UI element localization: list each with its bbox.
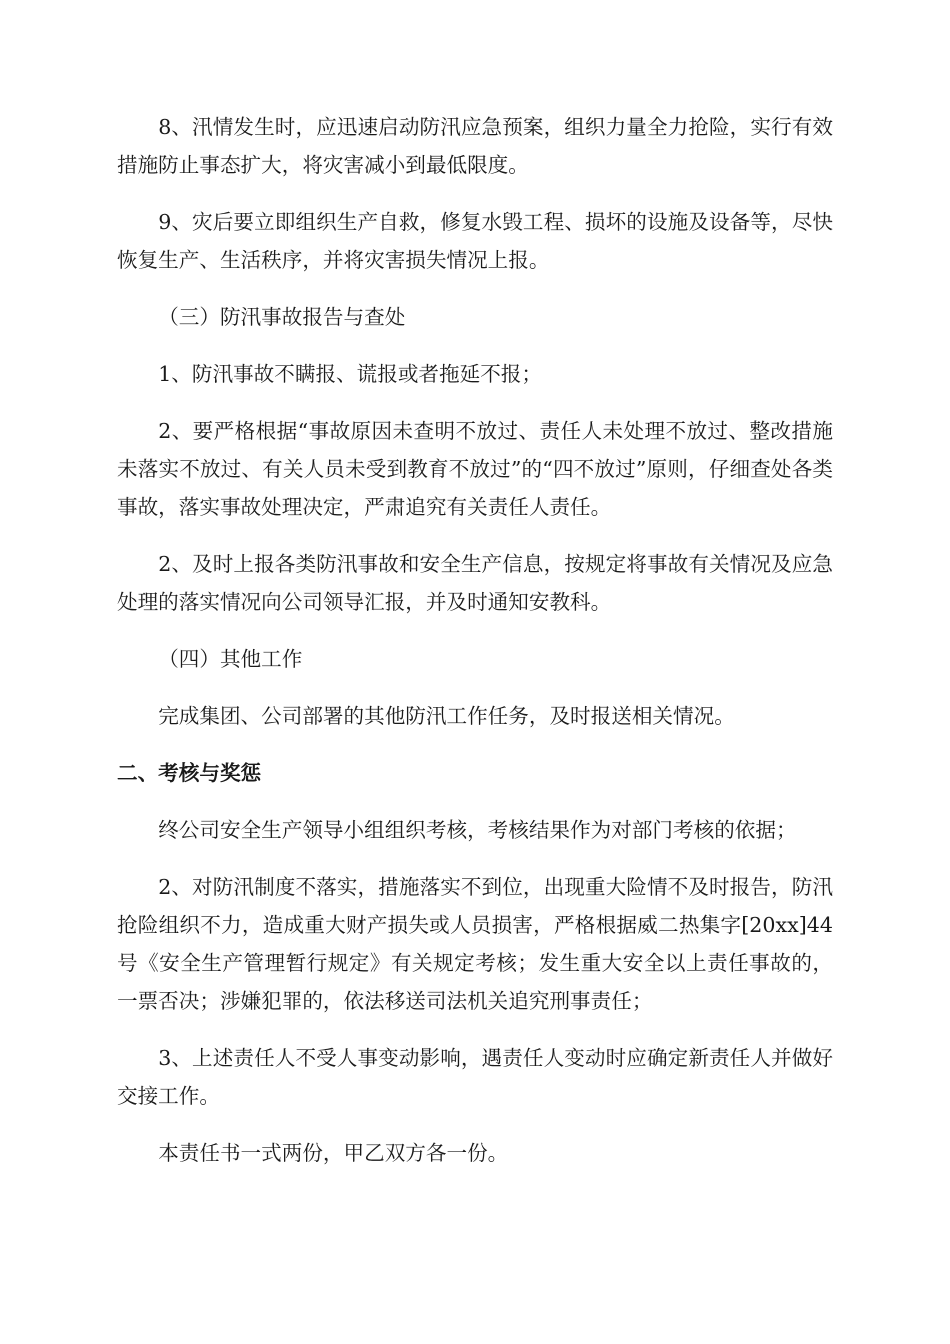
para-timely-reporting: 2、及时上报各类防汛事故和安全生产信息，按规定将事故有关情况及应急处理的落实情况向公司领导汇报，并及时通知安教科。 xyxy=(117,552,833,614)
para-personnel-change: 3、上述责任人不受人事变动影响，遇责任人变动时应确定新责任人并做好交接工作。 xyxy=(117,1046,833,1108)
para-copies: 本责任书一式两份，甲乙双方各一份。 xyxy=(158,1141,509,1165)
para-other-tasks: 完成集团、公司部署的其他防汛工作任务，及时报送相关情况。 xyxy=(158,704,735,728)
para-four-not-let-go: 2、要严格根据“事故原因未查明不放过、责任人未处理不放过、整改措施未落实不放过、有关人员未受到教育不放过”的“四不放过”原则，仔细查处各类事故，落实事故处理决定，严肃追究有关责任人责任。 xyxy=(117,419,833,519)
para-flood-emergency-plan: 8、汛情发生时，应迅速启动防汛应急预案，组织力量全力抢险，实行有效措施防止事态扩大，将灾害减小到最低限度。 xyxy=(117,115,833,177)
para-no-concealment: 1、防汛事故不瞒报、谎报或者拖延不报； xyxy=(158,362,542,386)
para-assessment-basis: 终公司安全生产领导小组组织考核，考核结果作为对部门考核的依据； xyxy=(158,818,797,842)
document-body xyxy=(117,108,833,1191)
section-title-accident-report: （三）防汛事故报告与查处 xyxy=(158,305,406,329)
heading-assessment-rewards: 二、考核与奖惩 xyxy=(117,761,262,785)
para-penalties: 2、对防汛制度不落实，措施落实不到位，出现重大险情不及时报告，防汛抢险组织不力，造成重大财产损失或人员损害，严格根据威二热集字[20xx]44号《安全生产管理暂行规定》有关规定考核；发生重大安全以上责任事故的，一票否决；涉嫌犯罪的，依法移送司法机关追究刑事责任； xyxy=(117,875,833,1013)
section-title-other-work: （四）其他工作 xyxy=(158,647,303,671)
para-post-disaster-recovery: 9、灾后要立即组织生产自救，修复水毁工程、损坏的设施及设备等，尽快恢复生产、生活秩序，并将灾害损失情况上报。 xyxy=(117,210,833,272)
